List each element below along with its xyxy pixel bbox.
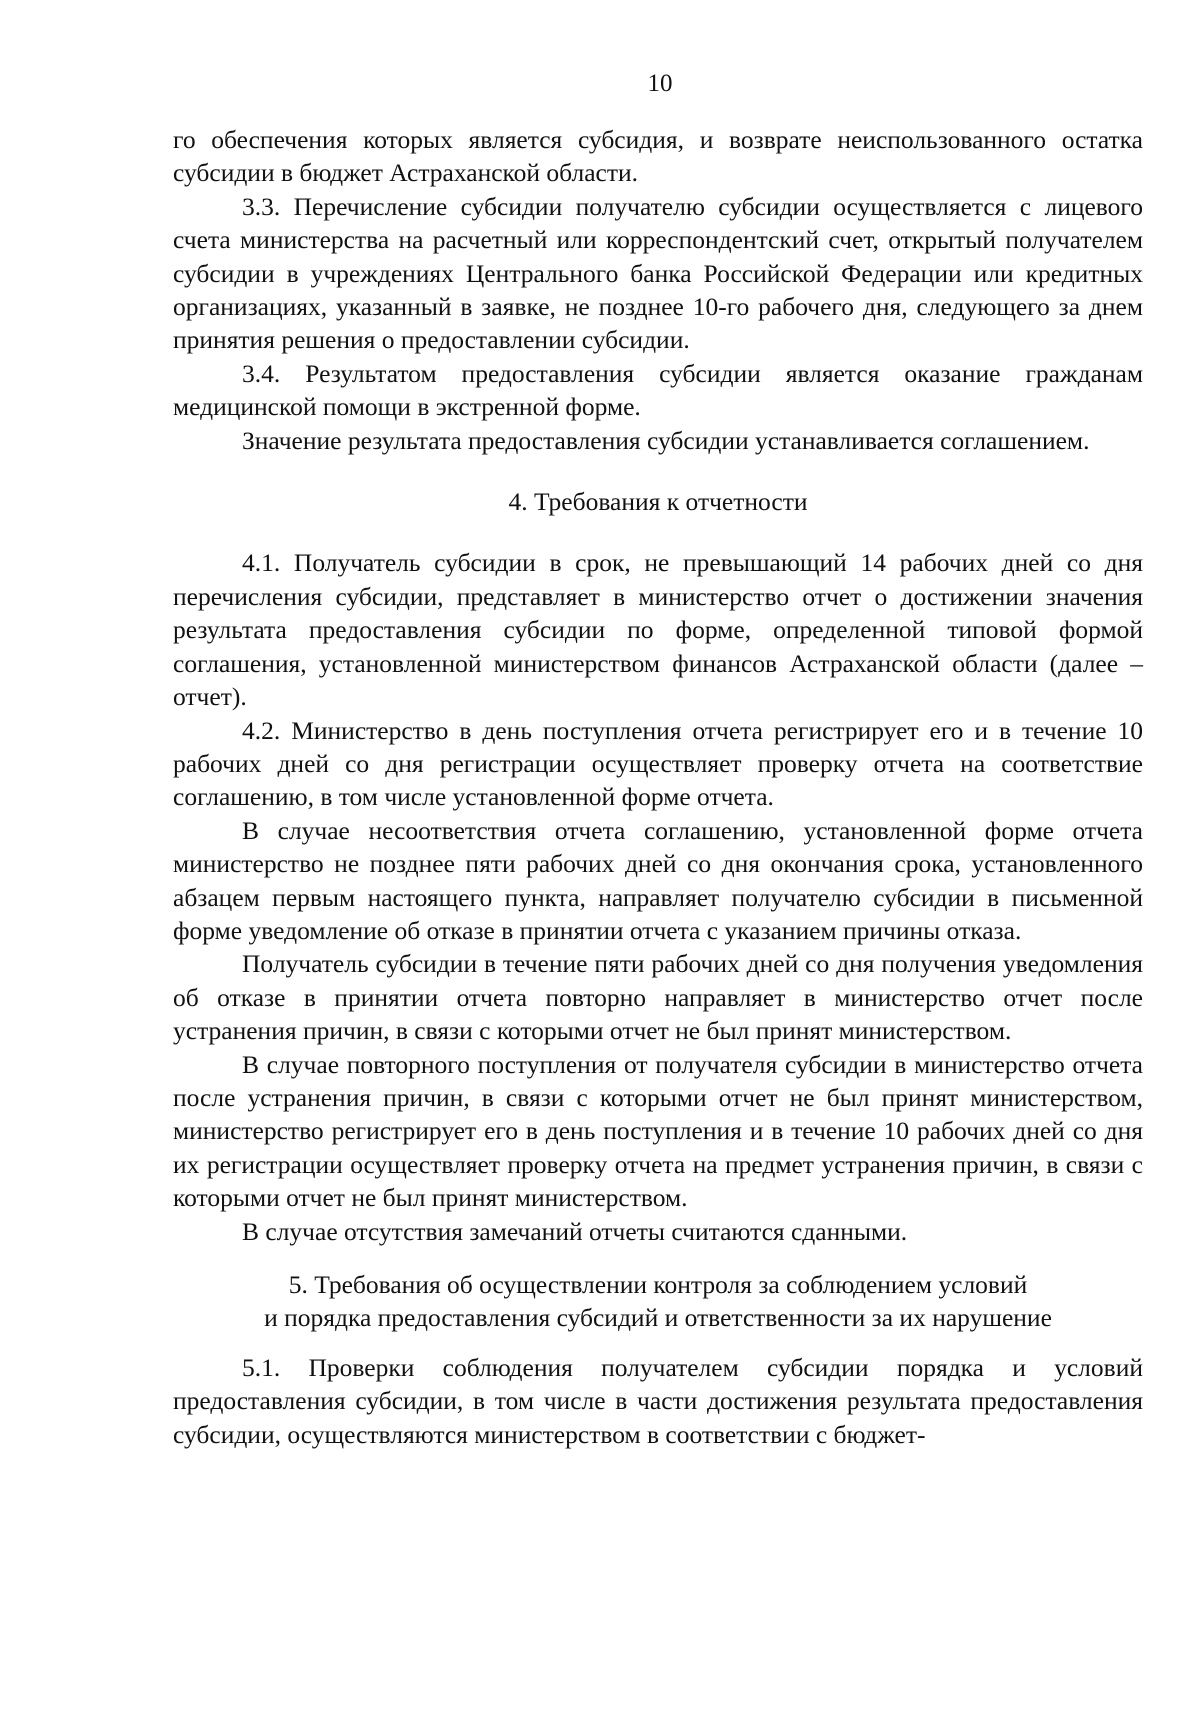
paragraph-5-1: 5.1. Проверки соблюдения получателем субсидии порядка и условий предоставления субсидии, в том числе в части достижения результата предоставления субсидии, осуществляются министерством в соответствии с бюджет- [173,1352,1143,1449]
paragraph-nonconformity: В случае несоответствия отчета соглашению, установленной форме отчета министерство не позднее пяти рабочих дней со дня окончания срока, установленного абзацем первым настоящего пункта, направляет получателю субсидии в письменной форме уведомление об отказе в принятии отчета с указанием причины отказа. [173,815,1143,945]
paragraph-resubmission: Получатель субсидии в течение пяти рабочих дней со дня получения уведомления об отказе в принятии отчета повторно направляет в министерство отчет после устранения причин, в связи с которыми отчет не был принят министерством. [173,949,1143,1046]
paragraph-3-3: 3.3. Перечисление субсидии получателю субсидии осуществляется с лицевого счета министерства на расчетный или корреспондентский счет, открытый получателем субсидии в учреждениях Центрального банка Российской Федерации или кредитных организациях, указанный в заявке, не позднее 10-го рабочего дня, следующего за днем принятия решения о предоставлении субсидии. [173,191,1143,355]
paragraph-reports-accepted: В случае отсутствия замечаний отчеты считаются сданными. [242,1216,908,1246]
document-body [173,123,1143,1451]
paragraph-continuation: го обеспечения которых является субсидия, и возврате неиспользованного остатка субсидии в бюджет Астраханской области. [173,125,1143,188]
section-5-heading-line-1: 5. Требования об осуществлении контроля за соблюдением условий [288,1270,1028,1299]
section-4-heading: 4. Требования к отчетности [508,487,808,517]
paragraph-result-value: Значение результата предоставления субсидии устанавливается соглашением. [242,425,1090,455]
page-number: 10 [647,70,673,97]
paragraph-4-1: 4.1. Получатель субсидии в срок, не превышающий 14 рабочих дней со дня перечисления субсидии, представляет в министерство отчет о достижении значения результата предоставления субсидии по форме, определенной типовой формой соглашения, установленной министерством финансов Астраханской области (далее – отчет). [173,548,1143,712]
paragraph-repeat-receipt: В случае повторного поступления от получателя субсидии в министерство отчета после устранения причин, в связи с которыми отчет не был принят министерством, министерство регистрирует его в день поступления и в течение 10 рабочих дней со дня их регистрации осуществляет проверку отчета на предмет устранения причин, в связи с которыми отчет не был принят министерством. [173,1049,1143,1213]
paragraph-4-2: 4.2. Министерство в день поступления отчета регистрирует его и в течение 10 рабочих дней со дня регистрации осуществляет проверку отчета на соответствие соглашению, в том числе установленной форме отчета. [173,715,1143,812]
paragraph-3-4: 3.4. Результатом предоставления субсидии является оказание гражданам медицинской помощи в экстренной форме. [173,358,1143,422]
section-5-heading-line-2: и порядка предоставления субсидий и ответственности за их нарушение [264,1303,1052,1333]
